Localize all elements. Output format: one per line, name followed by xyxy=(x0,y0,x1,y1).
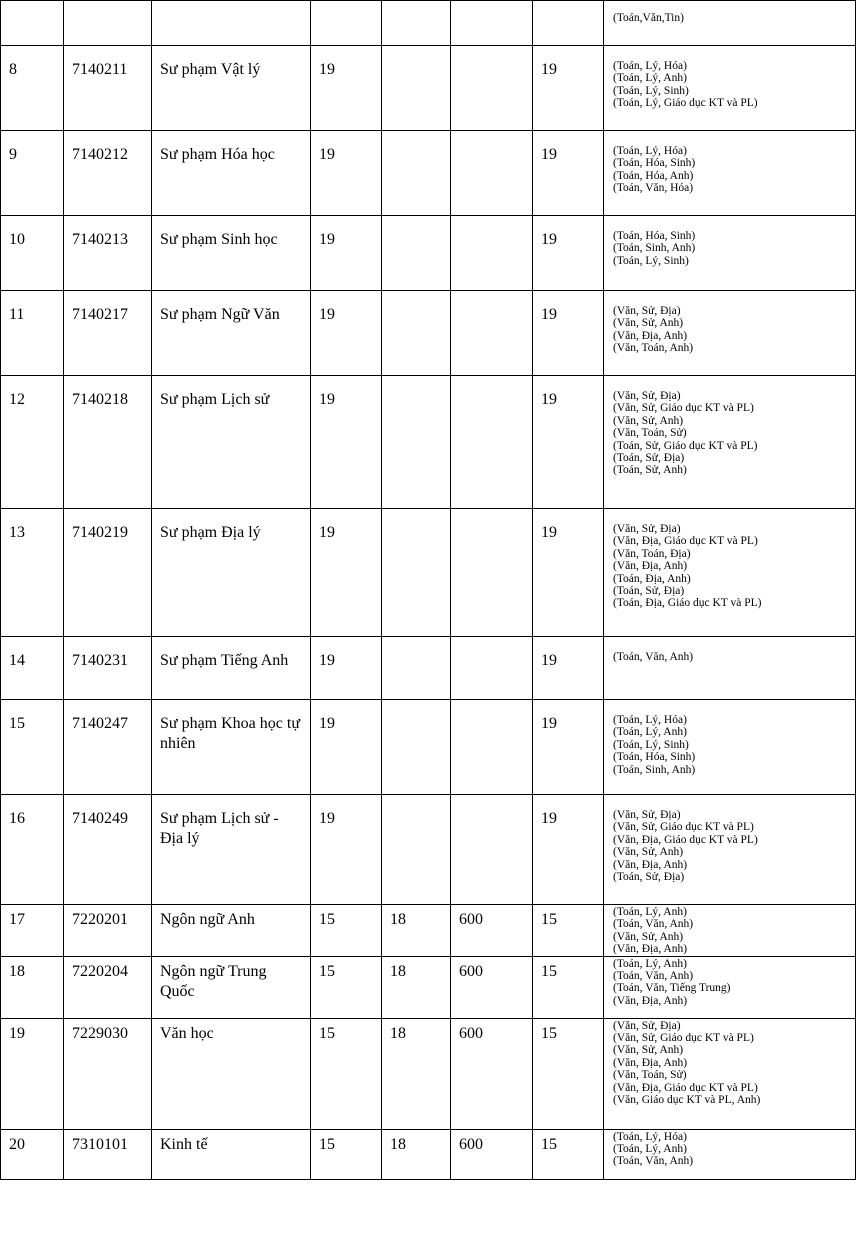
row-number-cell: 8 xyxy=(1,46,64,131)
major-name-cell: Ngôn ngữ Anh xyxy=(152,905,311,957)
row-number-cell: 10 xyxy=(1,216,64,291)
row-number-cell xyxy=(1,1,64,46)
score-cell-1: 15 xyxy=(311,956,382,1018)
subject-combination: (Toán, Hóa, Sinh) xyxy=(613,751,696,764)
subject-combinations-cell xyxy=(604,131,856,216)
subject-combination: (Toán, Sử, Giáo dục KT và PL) xyxy=(613,439,758,452)
subject-combination: (Toán, Lý, Sinh) xyxy=(613,84,689,97)
score-cell-4: 19 xyxy=(533,637,604,700)
row-number-cell: 20 xyxy=(1,1129,64,1179)
subject-combination: (Toán, Lý, Hóa) xyxy=(613,1130,687,1143)
table-row xyxy=(1,46,856,131)
score-cell-4: 19 xyxy=(533,376,604,509)
score-cell-1: 19 xyxy=(311,509,382,637)
table-row xyxy=(1,291,856,376)
table-row xyxy=(1,795,856,905)
score-cell-1: 19 xyxy=(311,216,382,291)
table-row xyxy=(1,216,856,291)
subject-combinations-cell xyxy=(604,700,856,795)
subject-combinations-cell xyxy=(604,1018,856,1129)
subject-combination: (Toán, Lý, Anh) xyxy=(613,72,687,85)
subject-combinations-cell xyxy=(604,1,856,46)
major-code-cell: 7140218 xyxy=(64,376,152,509)
subject-combination: (Toán, Văn, Tiếng Trung) xyxy=(613,982,731,995)
subject-combination: (Văn, Sử, Địa) xyxy=(613,809,681,821)
subject-combination: (Văn, Địa, Anh) xyxy=(613,994,688,1007)
row-number-cell: 18 xyxy=(1,956,64,1018)
subject-combination: (Toán, Sử, Anh) xyxy=(613,464,687,477)
subject-combination: (Toán, Sử, Địa) xyxy=(613,585,685,598)
table-row xyxy=(1,376,856,509)
score-cell-2 xyxy=(382,216,451,291)
score-cell-3 xyxy=(451,637,533,700)
subject-combination: (Toán, Lý, Hóa) xyxy=(613,714,687,726)
row-number-cell: 17 xyxy=(1,905,64,957)
score-cell-2 xyxy=(382,700,451,795)
subject-combination: (Văn, Sử, Anh) xyxy=(613,317,684,330)
score-cell-4 xyxy=(533,1,604,46)
score-cell-2: 18 xyxy=(382,1018,451,1129)
score-cell-1: 19 xyxy=(311,131,382,216)
major-code-cell: 7229030 xyxy=(64,1018,152,1129)
table-row xyxy=(1,905,856,957)
row-number-cell: 12 xyxy=(1,376,64,509)
subject-combinations-cell xyxy=(604,795,856,905)
subject-combination: (Văn, Sử, Anh) xyxy=(613,414,684,427)
subject-combinations-cell xyxy=(604,956,856,1018)
table-row xyxy=(1,1129,856,1179)
subject-combinations-cell xyxy=(604,291,856,376)
subject-combination: (Văn, Giáo dục KT và PL, Anh) xyxy=(613,1094,761,1107)
subject-combination: (Văn, Sử, Giáo dục KT và PL) xyxy=(613,402,754,415)
score-cell-3: 600 xyxy=(451,1018,533,1129)
major-name-cell: Sư phạm Vật lý xyxy=(152,46,311,131)
score-cell-2 xyxy=(382,1,451,46)
score-cell-4: 19 xyxy=(533,291,604,376)
row-number-cell: 11 xyxy=(1,291,64,376)
score-cell-1: 15 xyxy=(311,1018,382,1129)
score-cell-2 xyxy=(382,291,451,376)
subject-combination: (Văn, Toán, Sử) xyxy=(613,427,687,440)
major-code-cell: 7140231 xyxy=(64,637,152,700)
score-cell-3: 600 xyxy=(451,905,533,957)
major-code-cell: 7220204 xyxy=(64,956,152,1018)
major-name-cell: Ngôn ngữ Trung Quốc xyxy=(152,956,311,1018)
major-code-cell: 7310101 xyxy=(64,1129,152,1179)
subject-combination: (Văn, Sử, Địa) xyxy=(613,390,681,402)
row-number-cell: 19 xyxy=(1,1018,64,1129)
major-name-cell xyxy=(152,1,311,46)
score-cell-2 xyxy=(382,795,451,905)
major-code-cell: 7220201 xyxy=(64,905,152,957)
subject-combination: (Văn, Địa, Anh) xyxy=(613,858,688,871)
score-cell-1: 15 xyxy=(311,905,382,957)
subject-combination: (Toán, Lý, Giáo dục KT và PL) xyxy=(613,97,758,110)
score-cell-4: 19 xyxy=(533,216,604,291)
score-cell-1: 19 xyxy=(311,700,382,795)
subject-combination: (Văn, Sử, Địa) xyxy=(613,1019,681,1032)
major-name-cell: Sư phạm Lịch sử - Địa lý xyxy=(152,795,311,905)
score-cell-3 xyxy=(451,376,533,509)
major-name-cell: Sư phạm Tiếng Anh xyxy=(152,637,311,700)
score-cell-2 xyxy=(382,376,451,509)
score-cell-3 xyxy=(451,1,533,46)
score-cell-1 xyxy=(311,1,382,46)
score-cell-1: 15 xyxy=(311,1129,382,1179)
score-cell-2: 18 xyxy=(382,1129,451,1179)
table-row xyxy=(1,131,856,216)
subject-combination: (Văn, Địa, Anh) xyxy=(613,1056,688,1069)
subject-combination: (Văn, Toán, Anh) xyxy=(613,342,694,355)
major-code-cell: 7140211 xyxy=(64,46,152,131)
row-number-cell: 13 xyxy=(1,509,64,637)
score-cell-3: 600 xyxy=(451,956,533,1018)
major-code-cell: 7140247 xyxy=(64,700,152,795)
subject-combination: (Toán, Lý, Sinh) xyxy=(613,254,689,267)
subject-combinations-cell xyxy=(604,509,856,637)
major-code-cell: 7140212 xyxy=(64,131,152,216)
score-cell-3: 600 xyxy=(451,1129,533,1179)
score-cell-2 xyxy=(382,131,451,216)
subject-combination: (Văn, Toán, Địa) xyxy=(613,547,691,560)
score-cell-1: 19 xyxy=(311,637,382,700)
major-name-cell: Sư phạm Lịch sử xyxy=(152,376,311,509)
subject-combination: (Văn, Sử, Anh) xyxy=(613,846,684,859)
score-cell-2 xyxy=(382,637,451,700)
score-cell-2: 18 xyxy=(382,905,451,957)
table-row xyxy=(1,1,856,46)
subject-combination: (Văn, Địa, Giáo dục KT và PL) xyxy=(613,1081,758,1094)
subject-combination: (Toán, Văn, Anh) xyxy=(613,1155,694,1168)
subject-combination: (Văn, Sử, Giáo dục KT và PL) xyxy=(613,821,754,834)
major-code-cell: 7140219 xyxy=(64,509,152,637)
score-cell-3 xyxy=(451,700,533,795)
subject-combination: (Toán, Sinh, Anh) xyxy=(613,763,696,776)
subject-combinations-cell xyxy=(604,376,856,509)
score-cell-3 xyxy=(451,795,533,905)
subject-combinations-cell xyxy=(604,905,856,957)
subject-combination: (Toán, Văn, Anh) xyxy=(613,651,694,663)
row-number-cell: 16 xyxy=(1,795,64,905)
score-cell-3 xyxy=(451,131,533,216)
major-code-cell xyxy=(64,1,152,46)
subject-combination: (Toán, Lý, Anh) xyxy=(613,957,687,970)
subject-combinations-cell xyxy=(604,216,856,291)
subject-combinations-cell xyxy=(604,46,856,131)
subject-combination: (Toán, Sinh, Anh) xyxy=(613,242,696,255)
subject-combination: (Văn, Sử, Giáo dục KT và PL) xyxy=(613,1032,754,1045)
row-number-cell: 9 xyxy=(1,131,64,216)
table-row xyxy=(1,1018,856,1129)
major-name-cell: Sư phạm Ngữ Văn xyxy=(152,291,311,376)
score-cell-4: 15 xyxy=(533,905,604,957)
table-row xyxy=(1,509,856,637)
major-code-cell: 7140213 xyxy=(64,216,152,291)
subject-combination: (Toán, Sử, Địa) xyxy=(613,452,685,465)
subject-combination: (Văn, Sử, Anh) xyxy=(613,930,684,943)
major-code-cell: 7140217 xyxy=(64,291,152,376)
subject-combination: (Toán, Hóa, Sinh) xyxy=(613,230,696,242)
major-name-cell: Sư phạm Địa lý xyxy=(152,509,311,637)
major-name-cell: Sư phạm Khoa học tự nhiên xyxy=(152,700,311,795)
subject-combination: (Văn, Địa, Giáo dục KT và PL) xyxy=(613,535,758,548)
subject-combination: (Văn, Sử, Địa) xyxy=(613,523,681,535)
table-row xyxy=(1,956,856,1018)
row-number-cell: 14 xyxy=(1,637,64,700)
major-name-cell: Sư phạm Sinh học xyxy=(152,216,311,291)
score-cell-1: 19 xyxy=(311,291,382,376)
score-cell-3 xyxy=(451,509,533,637)
score-cell-2 xyxy=(382,509,451,637)
subject-combination: (Văn, Sử, Địa) xyxy=(613,305,681,317)
score-cell-4: 19 xyxy=(533,795,604,905)
score-cell-4: 19 xyxy=(533,700,604,795)
score-cell-4: 15 xyxy=(533,1129,604,1179)
subject-combination: (Toán, Địa, Giáo dục KT và PL) xyxy=(613,597,762,610)
score-cell-4: 19 xyxy=(533,46,604,131)
subject-combination: (Văn, Toán, Sử) xyxy=(613,1069,687,1082)
subject-combinations-cell xyxy=(604,637,856,700)
table-row xyxy=(1,700,856,795)
subject-combination: (Văn, Địa, Anh) xyxy=(613,560,688,573)
subject-combination: (Văn, Địa, Anh) xyxy=(613,329,688,342)
subject-combination: (Toán, Văn, Anh) xyxy=(613,918,694,931)
table-row xyxy=(1,637,856,700)
score-cell-4: 19 xyxy=(533,509,604,637)
subject-combination: (Văn, Sử, Anh) xyxy=(613,1044,684,1057)
subject-combination: (Toán, Địa, Anh) xyxy=(613,572,691,585)
subject-combination: (Toán, Lý, Sinh) xyxy=(613,738,689,751)
score-cell-4: 19 xyxy=(533,131,604,216)
score-cell-4: 15 xyxy=(533,956,604,1018)
subject-combination: (Toán, Lý, Anh) xyxy=(613,726,687,739)
subject-combination: (Toán, Văn, Anh) xyxy=(613,970,694,983)
subject-combinations-cell xyxy=(604,1129,856,1179)
score-cell-1: 19 xyxy=(311,46,382,131)
subject-combination: (Toán, Lý, Anh) xyxy=(613,906,687,918)
subject-combination: (Toán,Văn,Tin) xyxy=(613,12,684,24)
subject-combination: (Toán, Hóa, Anh) xyxy=(613,169,694,182)
score-cell-1: 19 xyxy=(311,376,382,509)
subject-combination: (Toán, Lý, Hóa) xyxy=(613,145,687,157)
major-name-cell: Văn học xyxy=(152,1018,311,1129)
major-code-cell: 7140249 xyxy=(64,795,152,905)
subject-combination: (Toán, Văn, Hóa) xyxy=(613,182,694,195)
score-cell-3 xyxy=(451,216,533,291)
major-name-cell: Sư phạm Hóa học xyxy=(152,131,311,216)
score-cell-3 xyxy=(451,46,533,131)
subject-combination: (Văn, Địa, Anh) xyxy=(613,943,688,956)
score-cell-2 xyxy=(382,46,451,131)
row-number-cell: 15 xyxy=(1,700,64,795)
subject-combination: (Toán, Lý, Anh) xyxy=(613,1143,687,1156)
score-cell-2: 18 xyxy=(382,956,451,1018)
subject-combination: (Toán, Lý, Hóa) xyxy=(613,60,687,72)
subject-combination: (Toán, Hóa, Sinh) xyxy=(613,157,696,170)
subject-combination: (Văn, Địa, Giáo dục KT và PL) xyxy=(613,833,758,846)
major-name-cell: Kinh tế xyxy=(152,1129,311,1179)
score-cell-1: 19 xyxy=(311,795,382,905)
subject-combination: (Toán, Sử, Địa) xyxy=(613,871,685,884)
score-cell-3 xyxy=(451,291,533,376)
score-cell-4: 15 xyxy=(533,1018,604,1129)
